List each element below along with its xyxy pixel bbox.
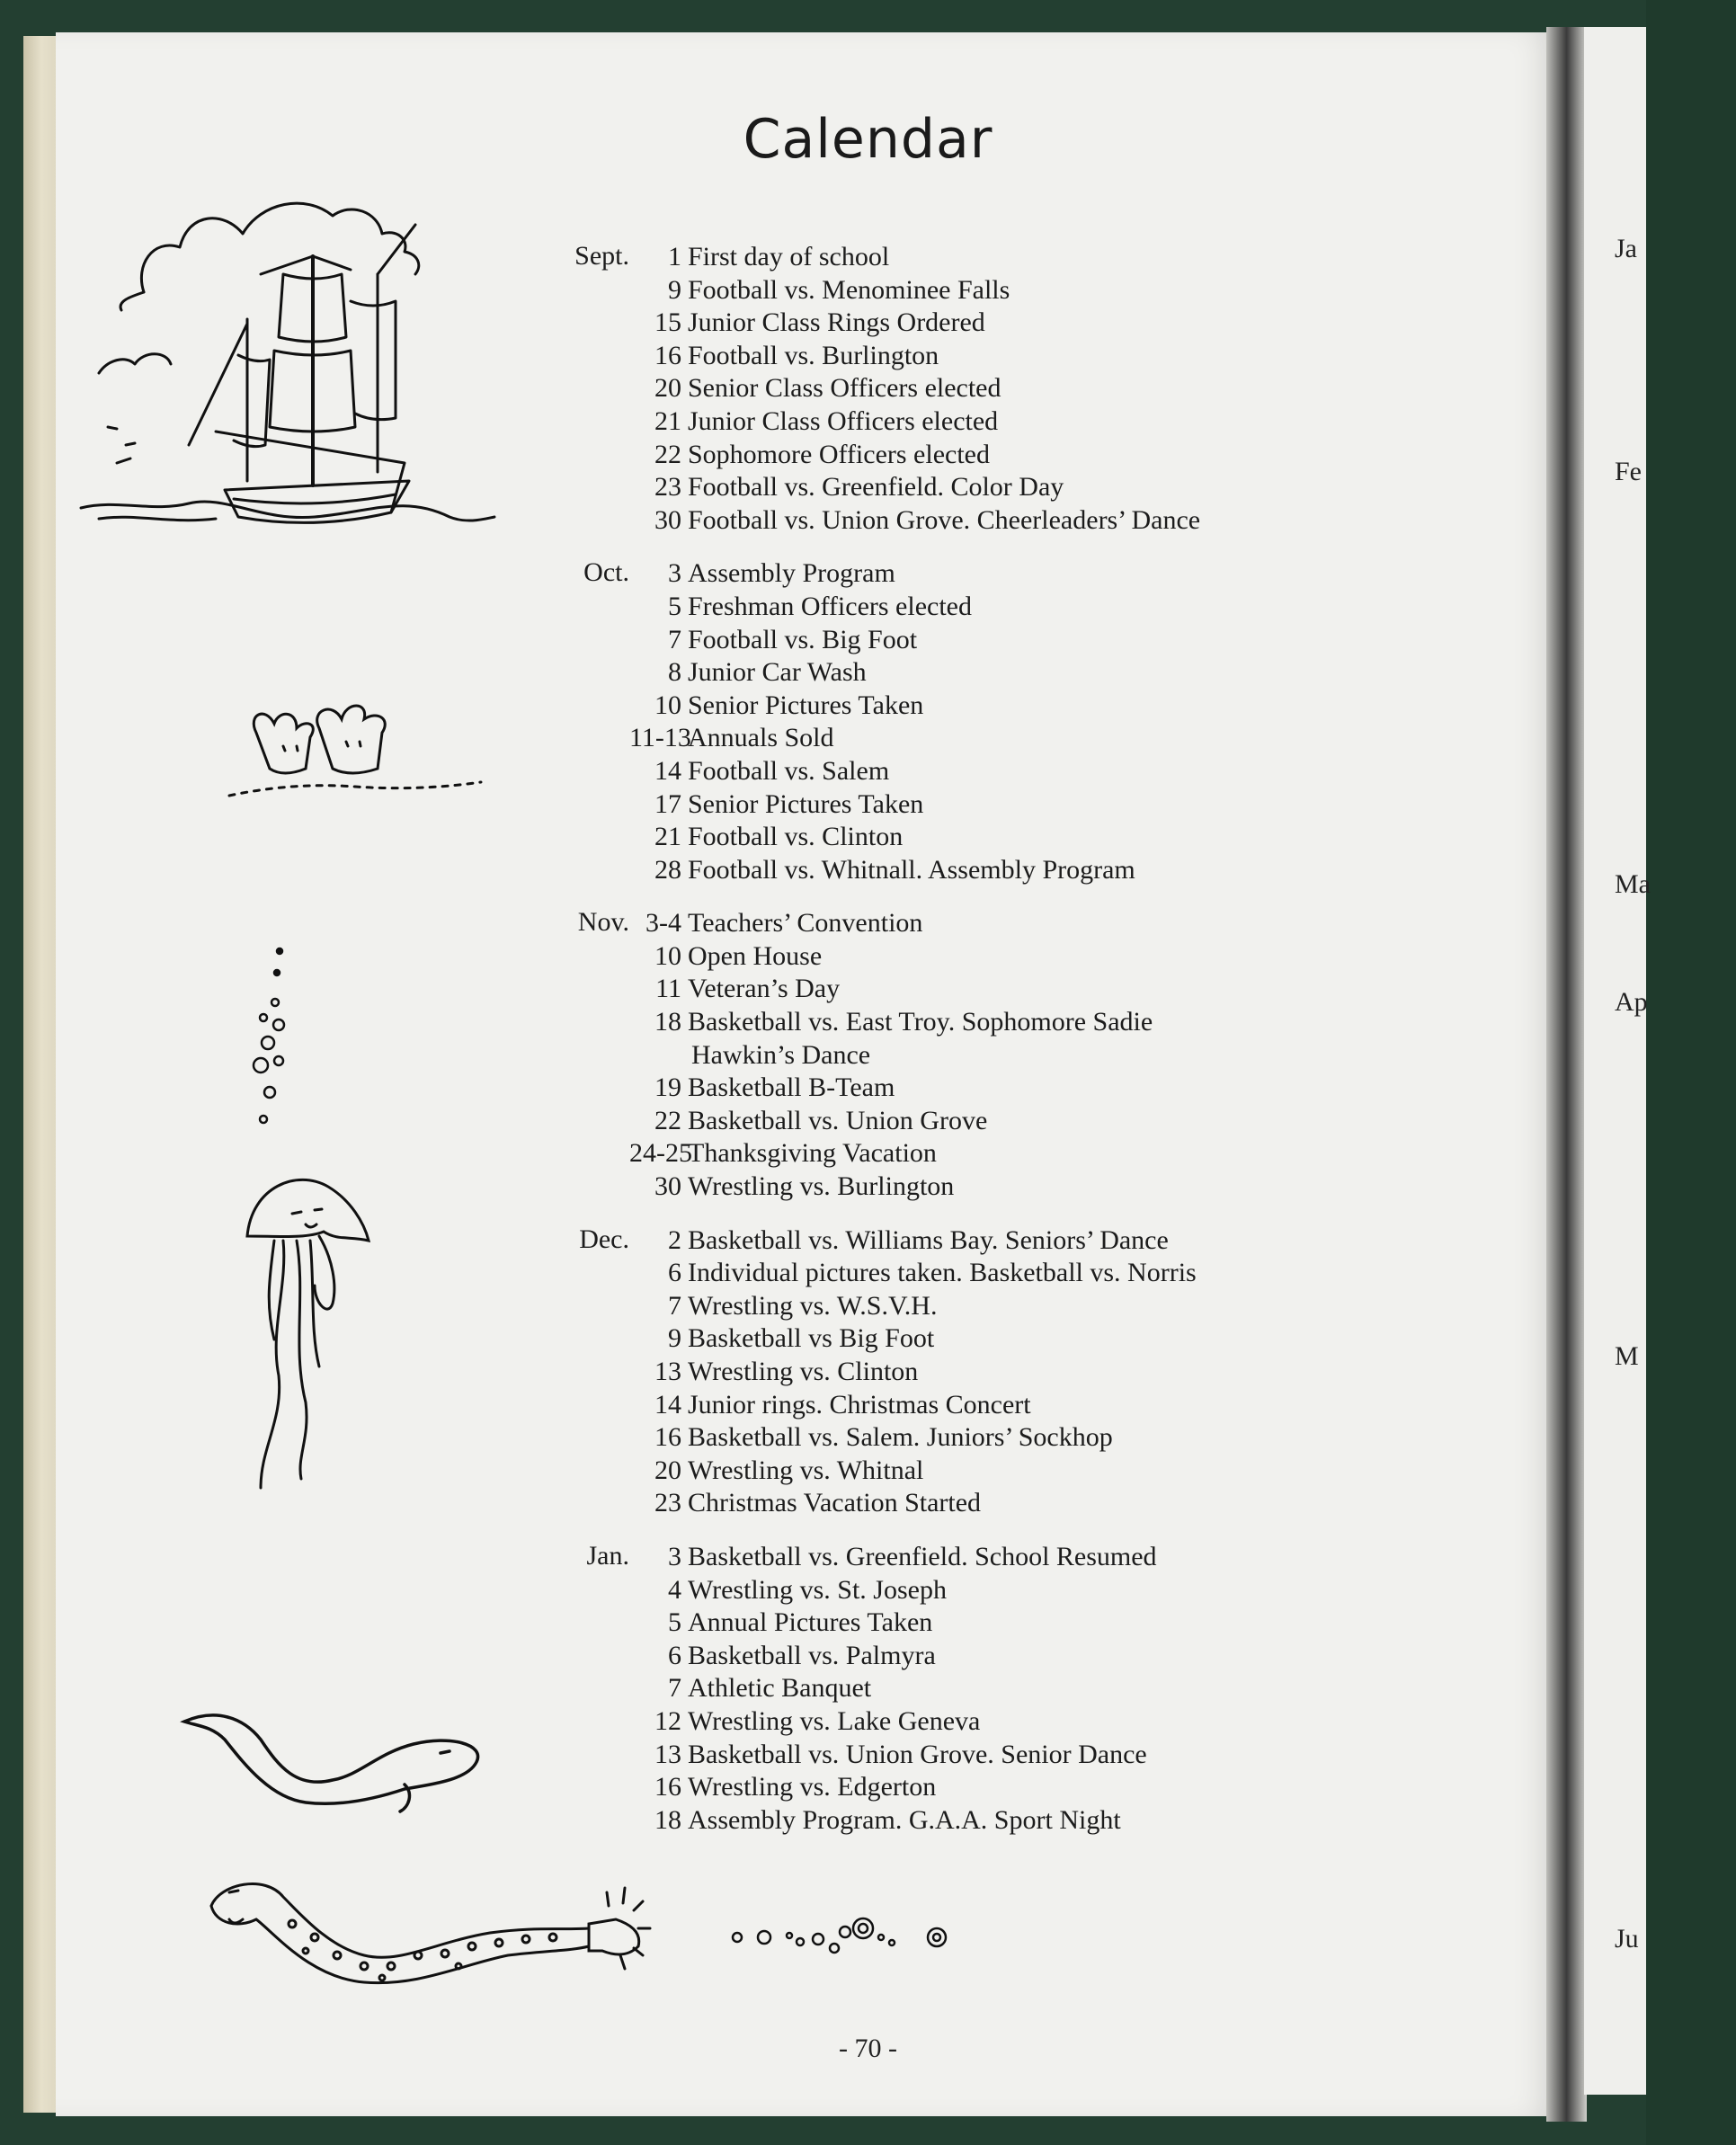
calendar-event xyxy=(557,1389,1200,1422)
event-day: 3 xyxy=(668,558,681,589)
event-day: 20 xyxy=(654,373,681,404)
event-day: 13 xyxy=(654,1739,681,1769)
calendar-event xyxy=(557,788,1200,822)
calendar-event xyxy=(557,1771,1200,1804)
event-day: 30 xyxy=(654,1171,681,1202)
calendar-event xyxy=(557,340,1200,373)
calendar-event xyxy=(557,1607,1200,1640)
event-text: Annuals Sold xyxy=(688,723,834,753)
calendar-event xyxy=(557,940,1200,974)
right-page-fragment: Ja xyxy=(1615,234,1637,263)
event-day: 10 xyxy=(654,940,681,971)
month-section-dec xyxy=(557,1224,1200,1520)
right-page-fragment: Ap xyxy=(1615,987,1648,1017)
event-text: Basketball vs. Williams Bay. Seniors’ Dance xyxy=(688,1224,1169,1255)
event-text: Basketball B-Team xyxy=(688,1072,895,1103)
event-text: Basketball vs. East Troy. Sophomore Sadie xyxy=(688,1007,1153,1037)
calendar-event xyxy=(557,1224,1200,1258)
event-text: Freshman Officers elected xyxy=(688,591,972,621)
month-name: Nov. xyxy=(577,907,629,938)
event-day: 20 xyxy=(654,1455,681,1485)
event-day: 16 xyxy=(654,1772,681,1802)
event-day: 5 xyxy=(668,591,681,621)
event-day: 11-13 xyxy=(629,723,691,753)
event-day: 30 xyxy=(654,504,681,535)
event-text: Junior rings. Christmas Concert xyxy=(688,1389,1031,1420)
calendar-event xyxy=(557,624,1200,657)
calendar-event xyxy=(557,557,1200,591)
event-text: Basketball vs. Salem. Juniors’ Sockhop xyxy=(688,1422,1113,1453)
event-text: Basketball vs Big Foot xyxy=(688,1323,935,1354)
event-text: Teachers’ Convention xyxy=(688,908,923,939)
calendar-event xyxy=(557,656,1200,690)
event-text: Annual Pictures Taken xyxy=(688,1607,933,1638)
calendar-event xyxy=(557,1739,1200,1772)
right-page-fragment: Ma xyxy=(1615,869,1651,899)
eel-illustration xyxy=(180,1699,490,1816)
calendar-event xyxy=(557,1356,1200,1389)
event-day: 7 xyxy=(668,1673,681,1704)
event-text: Junior Car Wash xyxy=(688,657,867,688)
month-name: Dec. xyxy=(579,1224,629,1254)
jellyfish-illustration xyxy=(243,1169,378,1492)
event-text: Athletic Banquet xyxy=(688,1673,872,1704)
calendar-event xyxy=(557,1257,1200,1290)
month-name: Oct. xyxy=(583,557,629,588)
event-text: Wrestling vs. Burlington xyxy=(688,1171,955,1202)
calendar-event xyxy=(557,1290,1200,1323)
event-text: Basketball vs. Palmyra xyxy=(688,1640,936,1670)
calendar-event xyxy=(557,1574,1200,1607)
event-day: 16 xyxy=(654,340,681,370)
calendar-event xyxy=(557,405,1200,439)
event-text: Wrestling vs. Clinton xyxy=(688,1357,919,1386)
event-day: 3-4 xyxy=(645,908,681,939)
event-text: Thanksgiving Vacation xyxy=(688,1138,937,1169)
month-section-jan xyxy=(557,1541,1200,1837)
right-page-fragment: Fe xyxy=(1615,457,1642,486)
event-text: Wrestling vs. W.S.V.H. xyxy=(688,1290,938,1321)
event-text: Assembly Program. G.A.A. Sport Night xyxy=(688,1804,1121,1835)
event-day: 19 xyxy=(654,1072,681,1103)
bubbles-illustration xyxy=(241,944,295,1133)
event-text: Junior Class Rings Ordered xyxy=(688,307,985,338)
event-day: 14 xyxy=(654,1389,681,1420)
right-page-fragment: Ju xyxy=(1615,1924,1639,1954)
event-day: 6 xyxy=(668,1258,681,1288)
event-day: 9 xyxy=(668,274,681,305)
calendar-event xyxy=(557,1072,1200,1105)
calendar-event xyxy=(557,591,1200,624)
calendar-event xyxy=(557,1640,1200,1673)
sea-snake-illustration xyxy=(202,1865,656,2000)
event-text: Football vs. Burlington xyxy=(688,340,939,370)
event-day: 6 xyxy=(668,1640,681,1670)
event-day: 7 xyxy=(668,1290,681,1321)
event-day: 5 xyxy=(668,1607,681,1638)
event-day: 28 xyxy=(654,854,681,885)
event-text: Veteran’s Day xyxy=(688,974,841,1004)
event-text: Wrestling vs. Edgerton xyxy=(688,1772,937,1802)
event-text: Christmas Vacation Started xyxy=(688,1488,982,1518)
page-number: - 70 - xyxy=(839,2034,897,2063)
month-section-oct xyxy=(557,557,1200,886)
calendar-event xyxy=(557,973,1200,1006)
calendar-event-continuation xyxy=(557,1039,1200,1072)
calendar-event xyxy=(557,1421,1200,1455)
event-day: 2 xyxy=(668,1224,681,1255)
event-day: 14 xyxy=(654,755,681,786)
event-text: Basketball vs. Union Grove xyxy=(688,1105,988,1135)
calendar-event xyxy=(557,471,1200,504)
event-day: 18 xyxy=(654,1007,681,1037)
event-day: 23 xyxy=(654,472,681,503)
calendar-event xyxy=(557,1804,1200,1838)
book-gutter xyxy=(1546,27,1587,2122)
event-day: 22 xyxy=(654,1105,681,1135)
calendar-event xyxy=(557,907,1200,940)
calendar-list xyxy=(557,241,1200,1857)
calendar-event xyxy=(557,755,1200,788)
month-name: Sept. xyxy=(574,241,629,271)
event-text: First day of school xyxy=(688,242,890,271)
event-text: Senior Pictures Taken xyxy=(688,690,924,720)
event-day: 13 xyxy=(654,1357,681,1386)
event-day: 23 xyxy=(654,1488,681,1518)
event-day: 7 xyxy=(668,624,681,654)
event-text: Football vs. Big Foot xyxy=(688,624,918,654)
calendar-event xyxy=(557,1170,1200,1204)
event-text: Junior Class Officers elected xyxy=(688,405,999,436)
calendar-event xyxy=(557,439,1200,472)
event-text: Football vs. Salem xyxy=(688,755,890,786)
event-text: Wrestling vs. Whitnal xyxy=(688,1455,924,1485)
calendar-event xyxy=(557,504,1200,538)
calendar-event xyxy=(557,722,1200,755)
calendar-event xyxy=(557,1006,1200,1039)
event-text: Senior Pictures Taken xyxy=(688,788,924,819)
right-page xyxy=(1584,27,1651,2095)
event-text: Football vs. Greenfield. Color Day xyxy=(688,472,1064,503)
event-day: 22 xyxy=(654,439,681,469)
event-day: 10 xyxy=(654,690,681,720)
event-day: 3 xyxy=(668,1541,681,1571)
calendar-event xyxy=(557,1672,1200,1705)
event-text: Open House xyxy=(688,940,823,971)
event-day: 16 xyxy=(654,1422,681,1453)
event-day: 17 xyxy=(654,788,681,819)
calendar-event xyxy=(557,372,1200,405)
month-section-nov xyxy=(557,907,1200,1203)
event-text: Football vs. Whitnall. Assembly Program xyxy=(688,854,1135,885)
event-day: 12 xyxy=(654,1705,681,1736)
event-text: Basketball vs. Union Grove. Senior Dance xyxy=(688,1739,1147,1769)
month-section-sept xyxy=(557,241,1200,537)
event-text: Senior Class Officers elected xyxy=(688,373,1002,404)
bubbles-row-illustration xyxy=(728,1910,953,1964)
event-day: 11 xyxy=(655,974,681,1004)
calendar-event xyxy=(557,1105,1200,1138)
calendar-event xyxy=(557,307,1200,340)
event-text: Basketball vs. Greenfield. School Resumed xyxy=(688,1541,1157,1571)
calendar-event xyxy=(557,274,1200,307)
calendar-event xyxy=(557,690,1200,723)
calendar-event xyxy=(557,1137,1200,1170)
event-text: Assembly Program xyxy=(688,558,895,589)
calendar-event xyxy=(557,241,1200,274)
ship-illustration xyxy=(81,184,503,539)
event-day: 4 xyxy=(668,1574,681,1605)
calendar-event xyxy=(557,1322,1200,1356)
event-day: 9 xyxy=(668,1323,681,1354)
event-day: 18 xyxy=(654,1804,681,1835)
page-title: Calendar xyxy=(743,108,993,171)
event-text: Football vs. Union Grove. Cheerleaders’ Dance xyxy=(688,504,1201,535)
calendar-event xyxy=(557,821,1200,854)
event-text: Individual pictures taken. Basketball vs. Norris xyxy=(688,1258,1197,1288)
calendar-event xyxy=(557,1705,1200,1739)
event-day: 24-25 xyxy=(629,1138,692,1169)
calendar-event xyxy=(557,854,1200,887)
calendar-event xyxy=(557,1541,1200,1574)
event-text: Football vs. Menominee Falls xyxy=(688,274,1010,305)
calendar-event xyxy=(557,1487,1200,1520)
event-text: Hawkin’s Dance xyxy=(691,1039,871,1070)
event-text: Sophomore Officers elected xyxy=(688,439,990,469)
sea-anemone-illustration xyxy=(220,697,490,814)
event-day: 8 xyxy=(668,657,681,688)
event-day: 1 xyxy=(668,242,681,271)
month-name: Jan. xyxy=(586,1540,629,1571)
event-day: 21 xyxy=(654,405,681,436)
calendar-event xyxy=(557,1455,1200,1488)
right-page-fragment: M xyxy=(1615,1341,1639,1371)
event-text: Wrestling vs. St. Joseph xyxy=(688,1574,947,1605)
event-day: 15 xyxy=(654,307,681,338)
event-text: Football vs. Clinton xyxy=(688,822,904,852)
event-day: 21 xyxy=(654,822,681,852)
event-text: Wrestling vs. Lake Geneva xyxy=(688,1705,981,1736)
